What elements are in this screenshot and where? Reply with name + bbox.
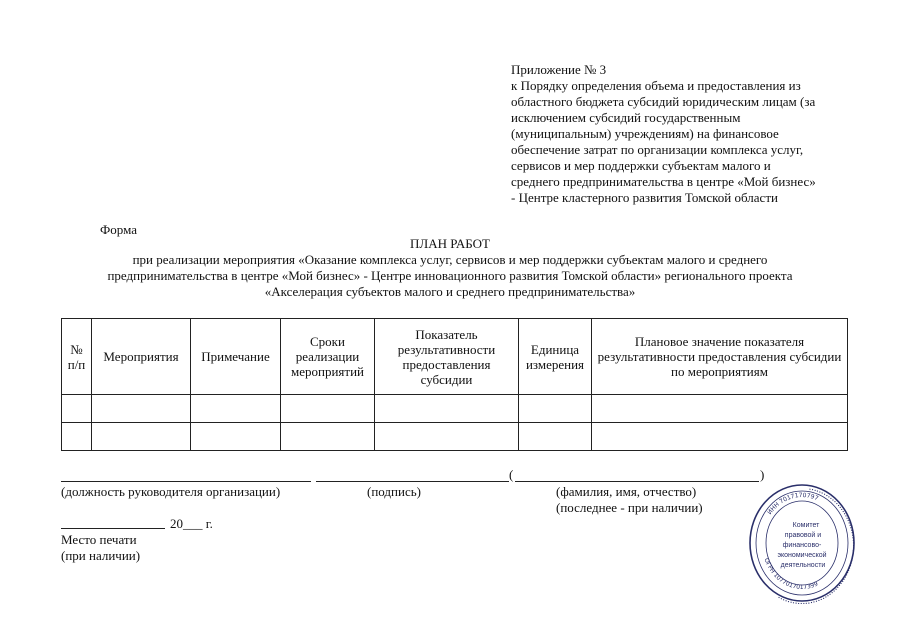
table-cell[interactable] — [62, 423, 92, 451]
stamp-inn: ИНН 7017170797 — [766, 491, 820, 517]
signature-line[interactable] — [316, 481, 509, 482]
appendix-line: исключением субсидий государственным — [511, 110, 741, 125]
document-title: ПЛАН РАБОТ — [410, 236, 490, 251]
table-row — [62, 395, 848, 423]
stamp-center-line: правовой и — [784, 532, 822, 539]
position-line[interactable] — [61, 481, 311, 482]
table-cell[interactable] — [375, 395, 519, 423]
header-indicator: Показатель результативности предоставления субсидии — [375, 319, 519, 395]
close-paren: ) — [760, 467, 765, 482]
header-note: Примечание — [191, 319, 281, 395]
official-stamp — [748, 482, 856, 604]
date-year: 20___ г. — [170, 516, 213, 531]
appendix-line: обеспечение затрат по организации комплекса услуг, — [511, 142, 804, 157]
full-name-note: (последнее - при наличии) — [556, 500, 703, 515]
stamp-center-line: деятельности — [780, 562, 826, 569]
full-name-line[interactable] — [515, 481, 759, 482]
table-row — [62, 423, 848, 451]
table-cell[interactable] — [592, 395, 848, 423]
stamp-ogrn: ОГРН 1077017017399 — [762, 557, 820, 592]
appendix-block — [511, 62, 851, 206]
table-cell[interactable] — [191, 423, 281, 451]
table-header-row — [62, 319, 848, 395]
table-cell[interactable] — [281, 395, 375, 423]
subtitle-line: «Акселерация субъектов малого и среднего предпринимательства» — [264, 284, 636, 299]
header-number: № п/п — [62, 319, 92, 395]
full-name-caption: (фамилия, имя, отчество) — [556, 484, 697, 499]
work-plan-table — [61, 318, 848, 451]
header-unit: Единица измерения — [519, 319, 592, 395]
table-cell[interactable] — [592, 423, 848, 451]
appendix-line: - Центре кластерного развития Томской области — [511, 190, 778, 205]
header-deadlines: Сроки реализации мероприятий — [281, 319, 375, 395]
stamp-ring-text: •••••••••••••••••••••••••••••••••••••••••••••••••••••••••••••••••••••••••• — [776, 486, 856, 604]
table-cell[interactable] — [519, 423, 592, 451]
document-heading — [55, 236, 845, 300]
stamp-seal-icon — [748, 482, 856, 604]
table-cell[interactable] — [375, 423, 519, 451]
table-cell[interactable] — [92, 423, 191, 451]
stamp-center-line: финансово- — [782, 542, 822, 549]
table-cell[interactable] — [191, 395, 281, 423]
signature-caption: (подпись) — [367, 484, 421, 499]
appendix-line: среднего предпринимательства в центре «Мой бизнес» — [511, 174, 816, 189]
header-planned-value: Плановое значение показателя результативности предоставления субсидии по мероприятиям — [592, 319, 848, 395]
header-activities: Мероприятия — [92, 319, 191, 395]
appendix-line: Приложение № 3 — [511, 62, 607, 77]
open-paren: ( — [509, 467, 514, 482]
table-cell[interactable] — [62, 395, 92, 423]
seal-label: Место печати — [61, 532, 137, 547]
subtitle-line: при реализации мероприятия «Оказание комплекса услуг, сервисов и мер поддержки субъектам малого и среднего — [132, 252, 768, 267]
form-label: Форма — [100, 222, 137, 237]
stamp-center-line: экономической — [777, 552, 827, 559]
appendix-line: (муниципальным) учреждениям) на финансовое — [511, 126, 779, 141]
table-cell[interactable] — [519, 395, 592, 423]
seal-note: (при наличии) — [61, 548, 141, 563]
date-line[interactable] — [61, 528, 165, 529]
table-cell[interactable] — [92, 395, 191, 423]
appendix-line: к Порядку определения объема и предоставления из — [511, 78, 801, 93]
appendix-line: областного бюджета субсидий юридическим лицам (за — [511, 94, 816, 109]
stamp-center-line: Комитет — [792, 522, 820, 529]
position-caption: (должность руководителя организации) — [61, 484, 281, 499]
subtitle-line: предпринимательства в центре «Мой бизнес» - Центре инновационного развития Томской области» регионального проекта — [107, 268, 793, 283]
table-cell[interactable] — [281, 423, 375, 451]
appendix-line: сервисов и мер поддержки субъектам малого и — [511, 158, 771, 173]
